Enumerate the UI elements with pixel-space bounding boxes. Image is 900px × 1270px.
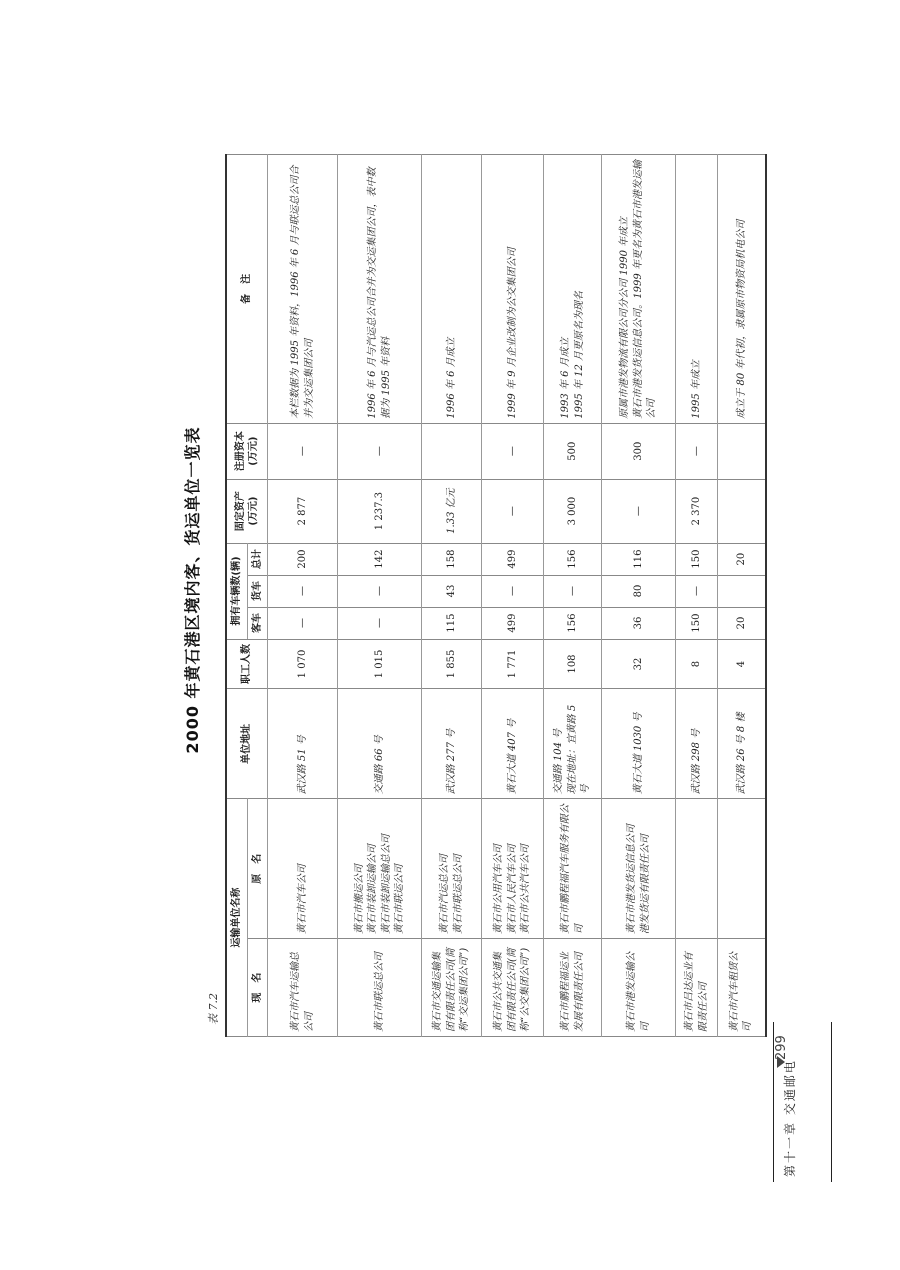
units-table xyxy=(225,154,767,1037)
cell-address: 黄石大道 407 号 xyxy=(482,689,544,799)
cell-cargo: — xyxy=(676,575,718,607)
cell-capital: — xyxy=(338,423,422,479)
header-cargo: 货车 xyxy=(247,575,268,607)
cell-total: 116 xyxy=(602,543,676,575)
table-row xyxy=(338,155,422,1037)
cell-address: 武汉路 298 号 xyxy=(676,689,718,799)
cell-original-name: 黄石市汽车公司 xyxy=(268,799,338,939)
cell-original-name: 黄石市搬运公司 黄石市装卸运输公司 黄石市装卸运输总公司 黄石市联运公司 xyxy=(338,799,422,939)
cell-staff: 1 855 xyxy=(422,639,482,689)
cell-capital: — xyxy=(482,423,544,479)
cell-cargo: — xyxy=(544,575,602,607)
cell-address: 黄石大道 1030 号 xyxy=(602,689,676,799)
cell-staff: 1 070 xyxy=(268,639,338,689)
table-row xyxy=(422,155,482,1037)
cell-current-name: 黄石市吕达运业有限责任公司 xyxy=(676,939,718,1037)
cell-capital: 300 xyxy=(602,423,676,479)
cell-staff: 1 771 xyxy=(482,639,544,689)
cell-staff: 8 xyxy=(676,639,718,689)
cell-total: 156 xyxy=(544,543,602,575)
cell-total: 158 xyxy=(422,543,482,575)
header-address: 单位地址 xyxy=(226,689,268,799)
cell-current-name: 黄石市鹏程福运业发展有限责任公司 xyxy=(544,939,602,1037)
cell-capital xyxy=(422,423,482,479)
cell-current-name: 黄石市交通运输集团有限责任公司(简称“交运集团公司”) xyxy=(422,939,482,1037)
cell-capital: 500 xyxy=(544,423,602,479)
cell-current-name: 黄石市汽车租赁公司 xyxy=(718,939,766,1037)
table-row xyxy=(544,155,602,1037)
page-title: 2000 年黄石港区境内客、货运单位一览表 xyxy=(183,426,202,754)
cell-address: 交通路 66 号 xyxy=(338,689,422,799)
cell-current-name: 黄石市公共交通集团有限责任公司(简称“公交集团公司”) xyxy=(482,939,544,1037)
cell-remarks: 成立于 80 年代初，隶属原市物资局机电公司 xyxy=(718,155,766,424)
cell-total: 150 xyxy=(676,543,718,575)
cell-fixed-assets xyxy=(718,479,766,543)
header-unit-name: 运输单位名称 xyxy=(226,799,247,1037)
cell-total: 200 xyxy=(268,543,338,575)
cell-passenger: 36 xyxy=(602,607,676,639)
cell-passenger: — xyxy=(338,607,422,639)
cell-cargo: — xyxy=(268,575,338,607)
cell-staff: 108 xyxy=(544,639,602,689)
cell-address: 武汉路 51 号 xyxy=(268,689,338,799)
cell-address: 武汉路 277 号 xyxy=(422,689,482,799)
cell-fixed-assets: 1 237.3 xyxy=(338,479,422,543)
table-row xyxy=(602,155,676,1037)
cell-fixed-assets: 3 000 xyxy=(544,479,602,543)
header-staff: 职工人数 xyxy=(226,639,268,689)
cell-staff: 1 015 xyxy=(338,639,422,689)
table-row xyxy=(676,155,718,1037)
cell-cargo: 80 xyxy=(602,575,676,607)
cell-remarks: 本栏数据为 1995 年资料，1996 年 6 月与联运总公司合并为交运集团公司 xyxy=(268,155,338,424)
cell-fixed-assets: 2 877 xyxy=(268,479,338,543)
cell-passenger: 115 xyxy=(422,607,482,639)
cell-remarks: 1996 年 6 月与汽运总公司合并为交运集团公司，表中数据为 1995 年资料 xyxy=(338,155,422,424)
footer-chapter-text: 第十一章 交通邮电 xyxy=(783,1059,797,1177)
cell-capital: — xyxy=(268,423,338,479)
cell-fixed-assets: — xyxy=(602,479,676,543)
cell-cargo xyxy=(718,575,766,607)
page-number: 299 xyxy=(774,1035,789,1060)
footer-rule-bottom xyxy=(831,1022,832,1182)
cell-remarks: 1995 年成立 xyxy=(676,155,718,424)
cell-current-name: 黄石市港发运输公司 xyxy=(602,939,676,1037)
cell-passenger: 499 xyxy=(482,607,544,639)
cell-remarks: 1996 年 6 月成立 xyxy=(422,155,482,424)
cell-address: 交通路 104 号 现在地址：宜黄路 5 号 xyxy=(544,689,602,799)
cell-capital: — xyxy=(676,423,718,479)
header-original-name: 原 名 xyxy=(247,799,268,939)
cell-original-name xyxy=(718,799,766,939)
cell-cargo: — xyxy=(482,575,544,607)
cell-fixed-assets: 1.33 亿元 xyxy=(422,479,482,543)
cell-total: 20 xyxy=(718,543,766,575)
table-number: 表 7.2 xyxy=(207,993,220,1025)
cell-cargo: — xyxy=(338,575,422,607)
cell-cargo: 43 xyxy=(422,575,482,607)
cell-original-name: 黄石市鹏程福汽车服务有限公司 xyxy=(544,799,602,939)
cell-passenger: 150 xyxy=(676,607,718,639)
cell-fixed-assets: — xyxy=(482,479,544,543)
header-current-name: 现 名 xyxy=(247,939,268,1037)
header-vehicles: 拥有车辆数(辆) xyxy=(226,543,247,639)
cell-fixed-assets: 2 370 xyxy=(676,479,718,543)
cell-staff: 32 xyxy=(602,639,676,689)
cell-original-name xyxy=(676,799,718,939)
header-registered-capital: 注册资本 (万元) xyxy=(226,423,268,479)
cell-passenger: — xyxy=(268,607,338,639)
cell-total: 142 xyxy=(338,543,422,575)
cell-total: 499 xyxy=(482,543,544,575)
cell-current-name: 黄石市汽车运输总公司 xyxy=(268,939,338,1037)
table-row xyxy=(482,155,544,1037)
cell-remarks: 1993 年 6 月成立 1995 年 12 月更原名为现名 xyxy=(544,155,602,424)
cell-original-name: 黄石市公用汽车公司 黄石市人民汽车公司 黄石市公共汽车公司 xyxy=(482,799,544,939)
cell-current-name: 黄石市联运总公司 xyxy=(338,939,422,1037)
cell-passenger: 20 xyxy=(718,607,766,639)
table-row xyxy=(268,155,338,1037)
header-fixed-assets: 固定资产 (万元) xyxy=(226,479,268,543)
cell-capital xyxy=(718,423,766,479)
cell-staff: 4 xyxy=(718,639,766,689)
header-passenger: 客车 xyxy=(247,607,268,639)
header-remarks: 备 注 xyxy=(226,155,268,424)
header-row-1 xyxy=(226,155,247,1037)
cell-address: 武汉路 26 号 8 楼 xyxy=(718,689,766,799)
cell-remarks: 1999 年 9 月企业改制为公交集团公司 xyxy=(482,155,544,424)
cell-original-name: 黄石市汽运总公司 黄石市联运总公司 xyxy=(422,799,482,939)
header-total: 总计 xyxy=(247,543,268,575)
cell-original-name: 黄石市港发货运信息公司 港发货运有限责任公司 xyxy=(602,799,676,939)
table-row xyxy=(718,155,766,1037)
cell-remarks: 原属市港发物流有限公司分公司 1990 年成立 黄石市港发货运信息公司。1999 年更名为黄石市港发运输公司 xyxy=(602,155,676,424)
cell-passenger: 156 xyxy=(544,607,602,639)
